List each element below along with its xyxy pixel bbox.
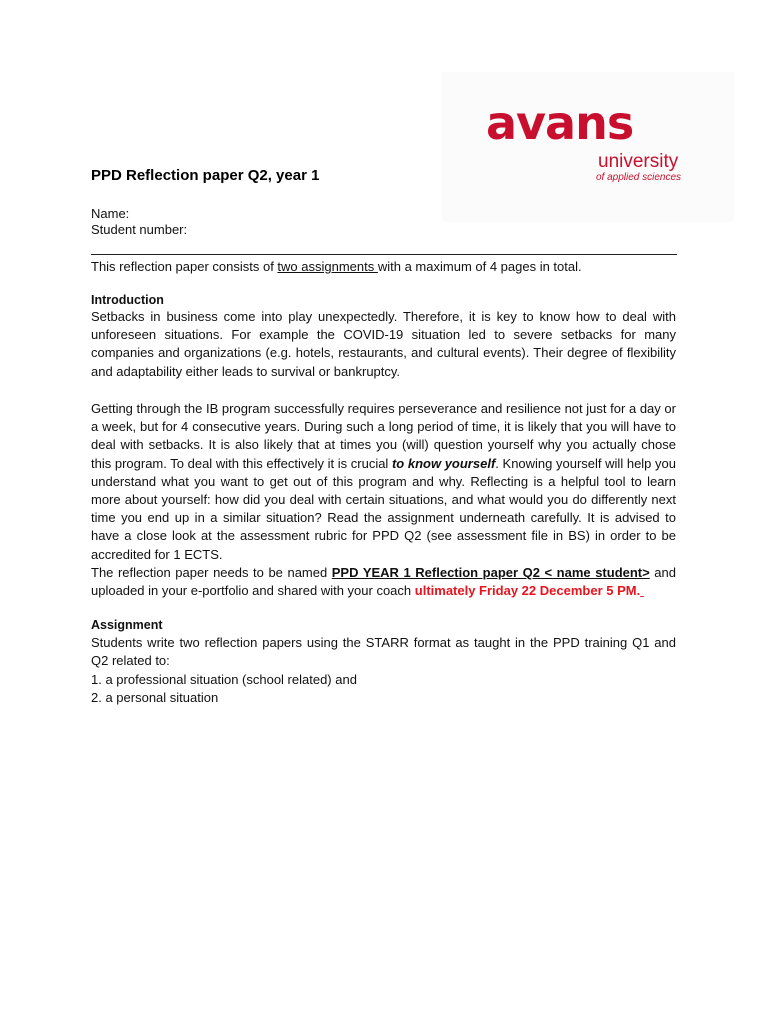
list-item: 2. a personal situation [91, 690, 219, 706]
introduction-paragraph-1: Setbacks in business come into play unexpectedly. Therefore, it is key to know how to deal with unforeseen situations. For example the COVID-19 situation led to severe setbacks for many companies and organizations (e.g. hotels, restaurants, and cultural events). Their degree of flexibility and adaptability either leads to survival or bankruptcy. [91, 309, 676, 379]
name-label: Name: [91, 206, 130, 221]
introduction-paragraph-2 [91, 400, 676, 564]
naming-file: PPD YEAR 1 Reflection paper Q2 < name student> [331, 565, 650, 580]
introduction-heading: Introduction [91, 293, 164, 307]
logo-university-text: university [598, 151, 679, 172]
assignment-list [91, 671, 357, 707]
logo-tagline: of applied sciences [596, 172, 682, 183]
divider [91, 254, 677, 255]
deadline-text: ultimately Friday 22 December 5 PM. [414, 583, 641, 599]
intro-line-after: with a maximum of 4 pages in total. [377, 259, 582, 274]
student-number-label: Student number: [91, 222, 188, 237]
assignment-text: Students write two reflection papers using the STARR format as taught in the PPD training Q1 and Q2 related to: [91, 635, 676, 669]
paragraph-2-emphasis: to know yourself [391, 455, 496, 471]
intro-line-link: two assignments [277, 259, 378, 274]
page-title: PPD Reflection paper Q2, year 1 [91, 167, 320, 184]
naming-paragraph [91, 564, 676, 600]
naming-after: and uploaded in your e-portfolio and shared with your coach [91, 565, 676, 599]
intro-line [91, 258, 676, 276]
intro-line-before: This reflection paper consists of [91, 259, 278, 274]
paragraph-2-before: Getting through the IB program successfully requires perseverance and resilience not just for a day or a week, but for 4 consecutive years. During such a long period of time, it is likely that you will have to deal with setbacks. It is also likely that at times you (will) question yourself why you actually chose this program. To deal with this effectively it is crucial [91, 401, 676, 471]
assignment-heading: Assignment [91, 618, 163, 632]
logo-wordmark: avans [486, 96, 634, 150]
paragraph-2-after: . Knowing yourself will help you understand what you want to get out of this program and why. Reflecting is a helpful tool to learn more about yourself: how did you deal with certain situations, and what would you do differently next time you end up in a similar situation? Read the assignment underneath carefully. It is advised to have a close look at the assessment rubric for PPD Q2 (see assessment file in BS) in order to be accredited for 1 ECTS. [91, 455, 676, 562]
deadline-underline [640, 583, 644, 598]
naming-before: The reflection paper needs to be named [91, 565, 332, 580]
list-item: 1. a professional situation (school related) and [91, 672, 357, 687]
